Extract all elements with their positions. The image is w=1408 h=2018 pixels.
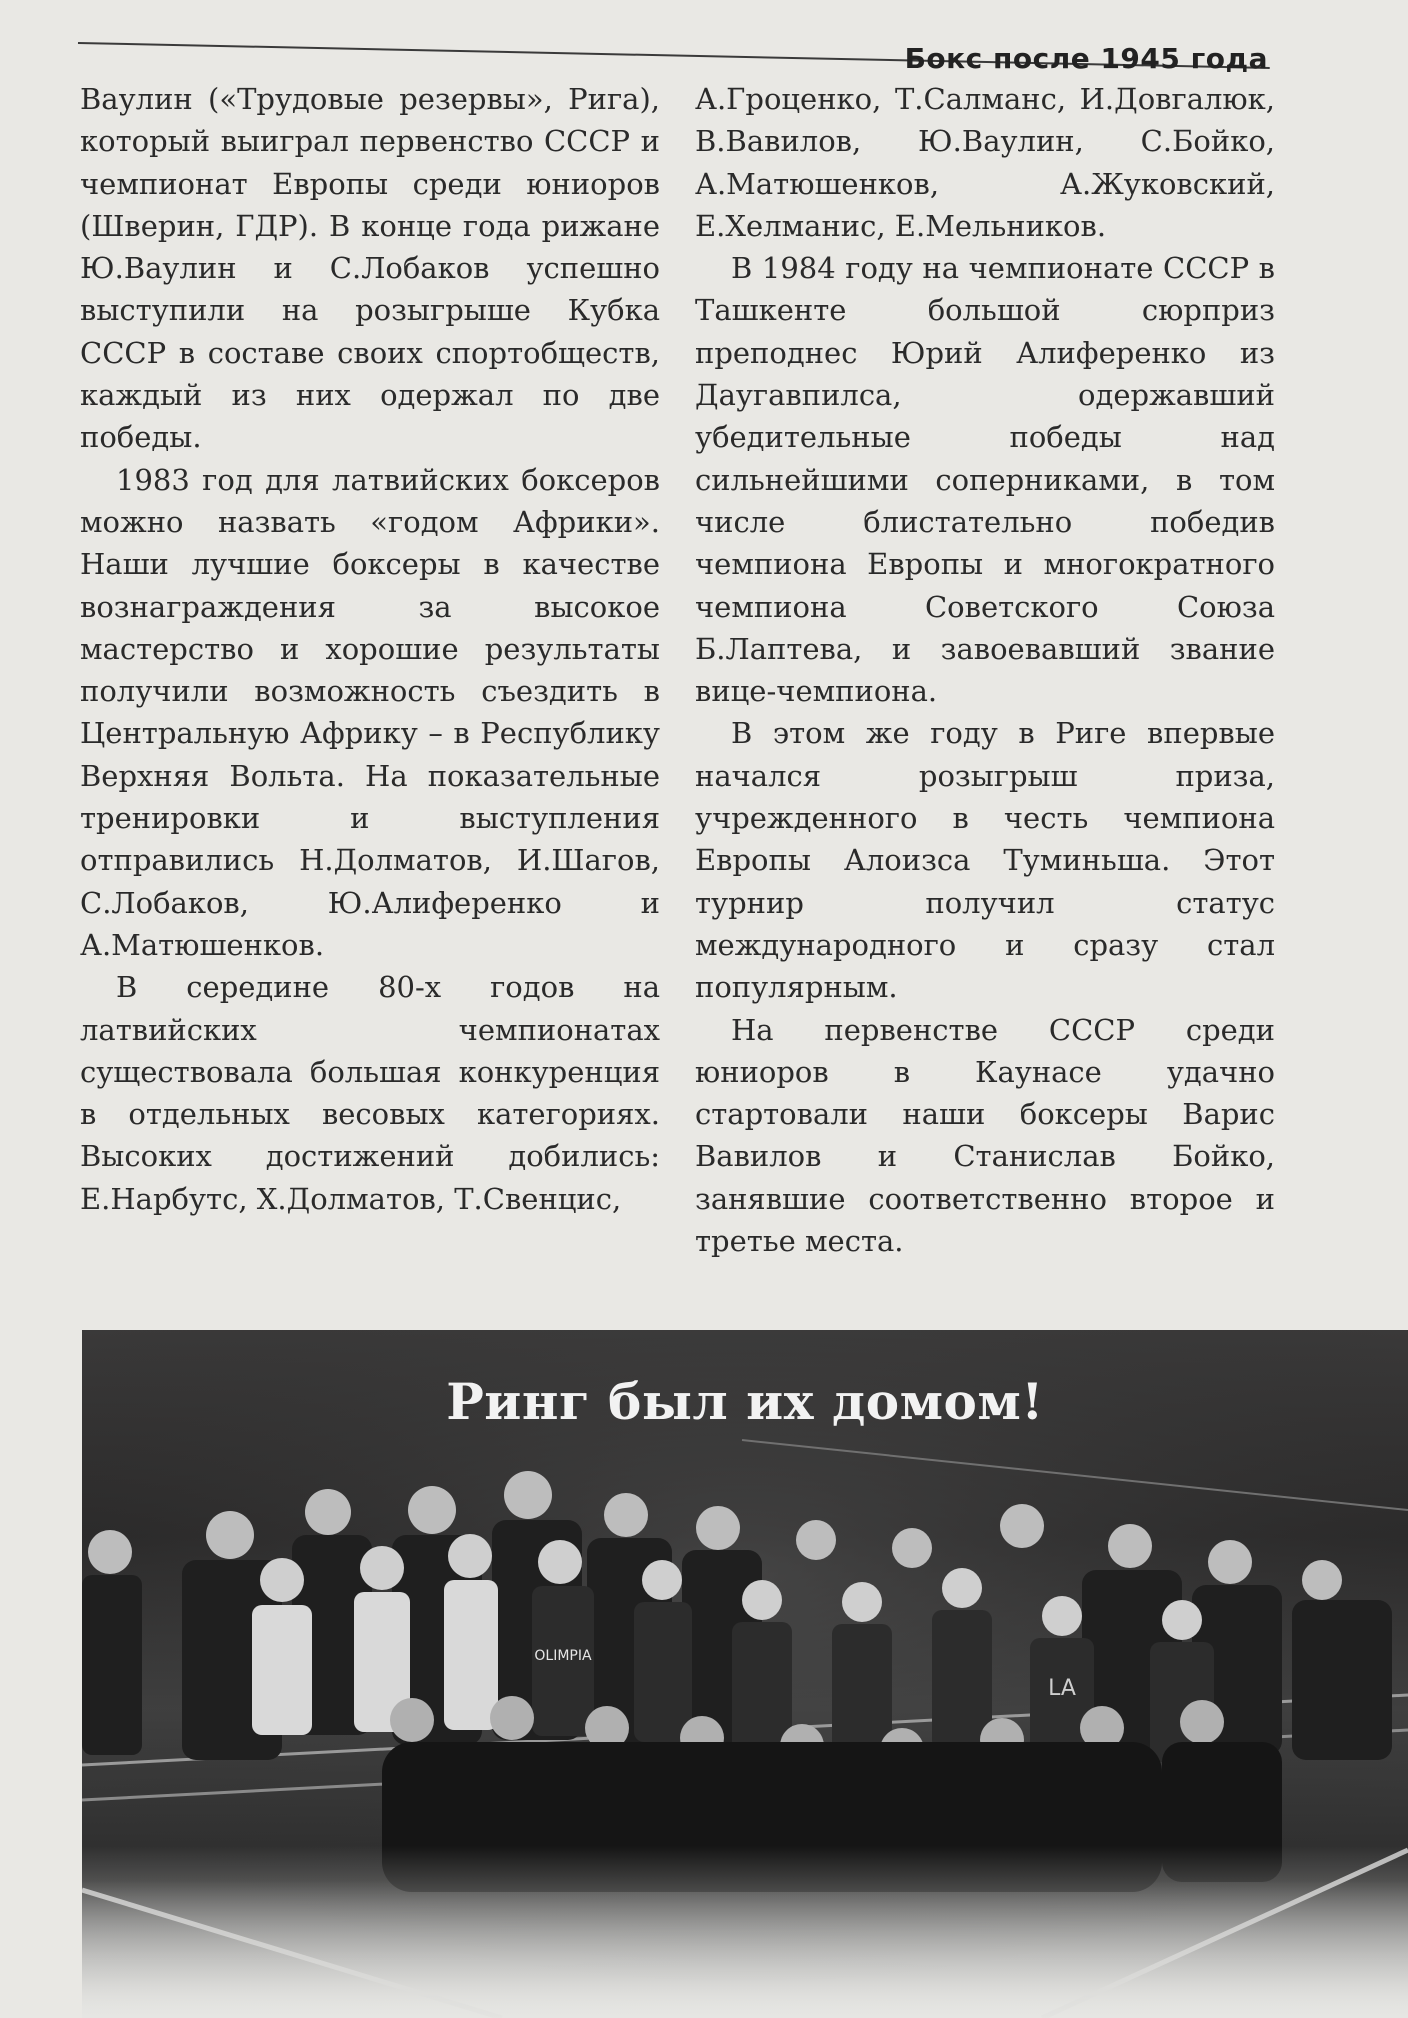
paragraph: В этом же году в Риге впервые начался розыгрыш приза, учрежденного в честь чемпиона Европы Алоизса Туминьша. Этот турнир получил статус международного и сразу стал популярным. bbox=[695, 716, 1275, 1005]
paragraph: В 1984 году на чемпионате СССР в Ташкенте большой сюрприз преподнес Юрий Алиференко из Даугавпилса, одержавший убедительные победы над сильнейшими соперниками, в том числе блистательно победив чемпиона Европы и многократного чемпиона Советского Союза Б.Лаптева, и завоевавший звание вице-чемпиона. bbox=[695, 251, 1275, 709]
left-column bbox=[80, 78, 660, 1220]
paragraph: На первенстве СССР среди юниоров в Каунасе удачно стартовали наши боксеры Варис Вавилов и Станислав Бойко, занявшие соответственно второе и третье места. bbox=[695, 1012, 1275, 1259]
photo-caption: Ринг был их домом! bbox=[446, 1372, 1044, 1431]
paragraph: В середине 80-х годов на латвийских чемпионатах существовала большая конкуренция в отдельных весовых категориях. Высоких достижений добились: Е.Нарбутс, Х.Долматов, Т.Свенцис, bbox=[80, 970, 660, 1216]
paragraph: 1983 год для латвийских боксеров можно назвать «годом Африки». Наши лучшие боксеры в качестве вознаграждения за высокое мастерство и хорошие результаты получили возможность съездить в Центральную Африку – в Республику Верхняя Вольта. На показательные тренировки и выступления отправились Н.Долматов, И.Шагов, С.Лобаков, Ю.Алиференко и А.Матюшенков. bbox=[80, 462, 660, 962]
right-column bbox=[695, 78, 1275, 1262]
boxers-group-photo bbox=[82, 1330, 1408, 2018]
paragraph: Ваулин («Трудовые резервы», Рига), который выиграл первенство СССР и чемпионат Европы среди юниоров (Шверин, ГДР). В конце года рижане Ю.Ваулин и С.Лобаков успешно выступили на розыгрыше Кубка СССР в составе своих спортобществ, каждый из них одержал по две победы. bbox=[80, 82, 660, 455]
running-head: Бокс после 1945 года bbox=[904, 42, 1268, 75]
photo-illustration bbox=[82, 1330, 1408, 2018]
paragraph: А.Гроценко, Т.Салманс, И.Довгалюк, В.Вавилов, Ю.Ваулин, С.Бойко, А.Матюшенков, А.Жуковский, Е.Хелманис, Е.Мельников. bbox=[695, 82, 1275, 243]
